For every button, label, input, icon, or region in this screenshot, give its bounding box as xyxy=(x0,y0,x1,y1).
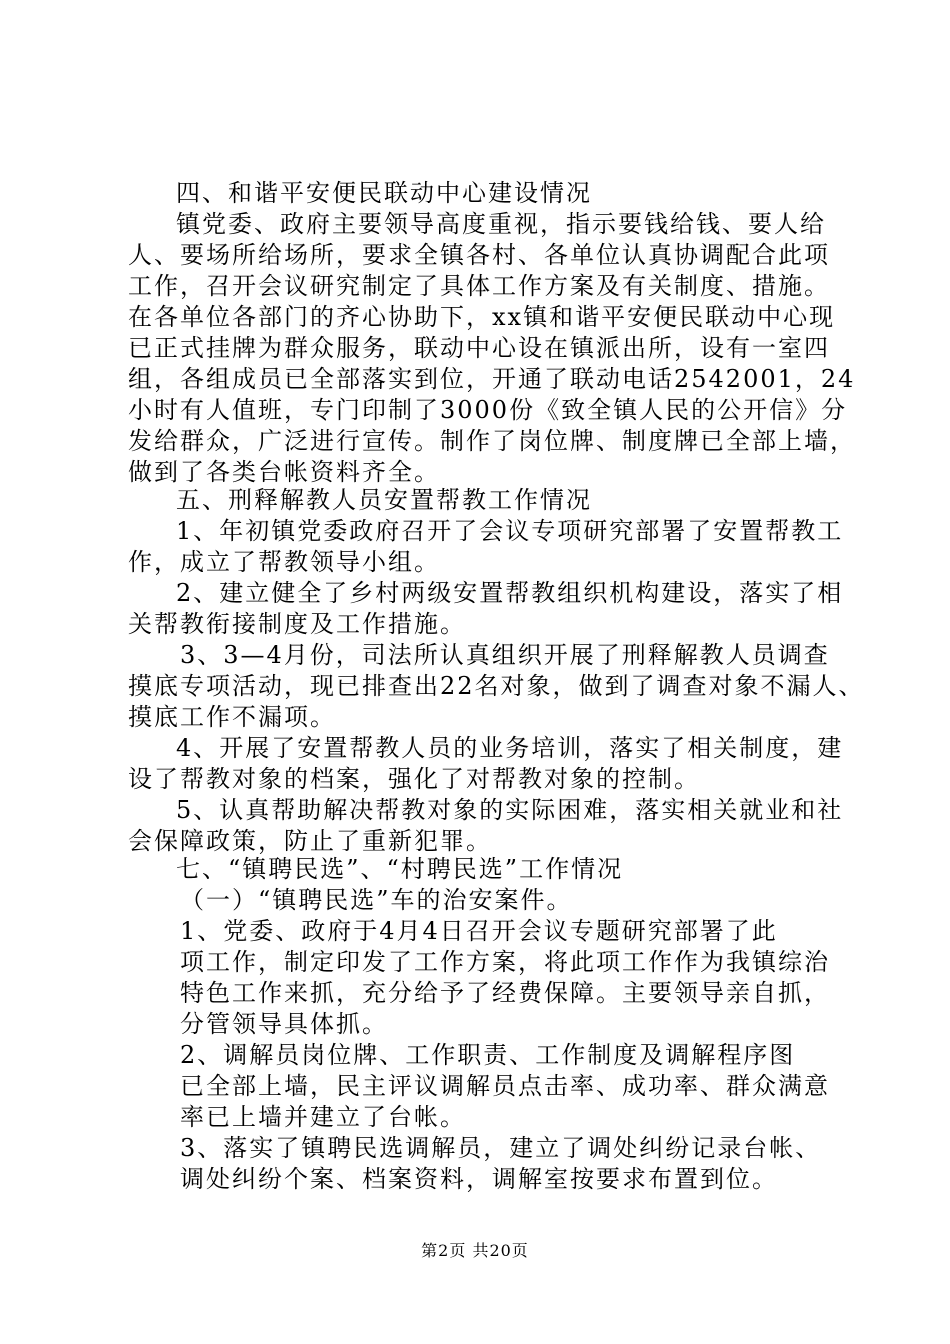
paragraph-line: 在各单位各部门的齐心协助下，xx镇和谐平安便民联动中心现 xyxy=(128,303,836,331)
paragraph-line: 分管领导具体抓。 xyxy=(180,1010,388,1038)
paragraph-line: 工作，召开会议研究制定了具体工作方案及有关制度、措施。 xyxy=(128,272,830,300)
section-heading-4: 四、和谐平安便民联动中心建设情况 xyxy=(176,179,592,207)
paragraph-line: 镇党委、政府主要领导高度重视，指示要钱给钱、要人给 xyxy=(176,210,826,238)
section-heading-7: 七、“镇聘民选”、“村聘民选”工作情况 xyxy=(176,855,624,883)
paragraph-line: 组，各组成员已全部落实到位，开通了联动电话2542001，24 xyxy=(128,365,856,393)
paragraph-line: 摸底工作不漏项。 xyxy=(128,703,336,731)
list-item: 3、落实了镇聘民选调解员，建立了调处纠纷记录台帐、 xyxy=(180,1134,822,1162)
list-item: 3、3—4月份，司法所认真组织开展了刑释解教人员调查 xyxy=(180,641,830,669)
paragraph-line: 率已上墙并建立了台帐。 xyxy=(180,1103,466,1131)
list-item: 5、认真帮助解决帮教对象的实际困难，落实相关就业和社 xyxy=(176,796,844,824)
paragraph-line: 已全部上墙，民主评议调解员点击率、成功率、群众满意 xyxy=(180,1072,830,1100)
paragraph-line: 会保障政策，防止了重新犯罪。 xyxy=(128,827,492,855)
paragraph-line: 项工作，制定印发了工作方案，将此项工作作为我镇综治 xyxy=(180,948,830,976)
section-heading-5: 五、刑释解教人员安置帮教工作情况 xyxy=(176,486,592,514)
paragraph-line: 发给群众，广泛进行宣传。制作了岗位牌、制度牌已全部上墙， xyxy=(128,427,856,455)
subsection-heading: （一）“镇聘民选”车的治安案件。 xyxy=(180,886,573,914)
paragraph-line: 关帮教衔接制度及工作措施。 xyxy=(128,610,466,638)
paragraph-line: 小时有人值班，专门印制了3000份《致全镇人民的公开信》分 xyxy=(128,396,848,424)
list-item: 1、党委、政府于4月4日召开会议专题研究部署了此 xyxy=(180,917,778,945)
paragraph-line: 摸底专项活动，现已排查出22名对象，做到了调查对象不漏人、 xyxy=(128,672,865,700)
paragraph-line: 作，成立了帮教领导小组。 xyxy=(128,548,440,576)
page-footer: 第2页 共20页 xyxy=(421,1241,529,1260)
list-item: 4、开展了安置帮教人员的业务培训，落实了相关制度，建 xyxy=(176,734,844,762)
paragraph-line: 做到了各类台帐资料齐全。 xyxy=(128,458,440,486)
paragraph-line: 设了帮教对象的档案，强化了对帮教对象的控制。 xyxy=(128,765,700,793)
list-item: 2、建立健全了乡村两级安置帮教组织机构建设，落实了相 xyxy=(176,579,844,607)
list-item: 1、年初镇党委政府召开了会议专项研究部署了安置帮教工 xyxy=(176,517,844,545)
paragraph-line: 人、要场所给场所，要求全镇各村、各单位认真协调配合此项 xyxy=(128,241,830,269)
paragraph-line: 特色工作来抓，充分给予了经费保障。主要领导亲自抓， xyxy=(180,979,830,1007)
paragraph-line: 已正式挂牌为群众服务，联动中心设在镇派出所，设有一室四 xyxy=(128,334,830,362)
paragraph-line: 调处纠纷个案、档案资料，调解室按要求布置到位。 xyxy=(180,1165,778,1193)
list-item: 2、调解员岗位牌、工作职责、工作制度及调解程序图 xyxy=(180,1041,796,1069)
